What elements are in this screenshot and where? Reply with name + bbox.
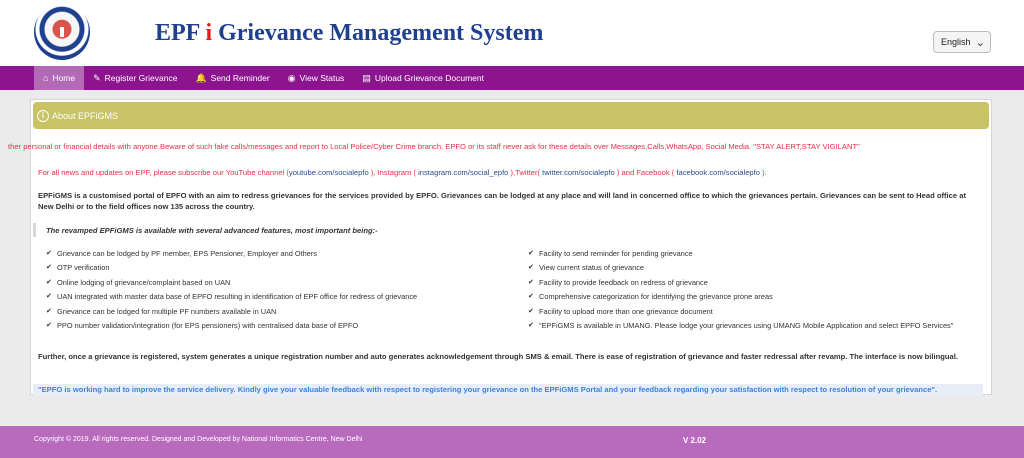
nav-home[interactable]: [34, 66, 84, 90]
list-item: ✔ Facility to upload more than one grievance document: [528, 305, 968, 319]
nav-register-label: Register Grievance: [104, 73, 178, 83]
list-item: ✔ "EPFiGMS is available in UMANG. Please lodge your grievances using UMANG Mobile Application and select EPFO Services": [528, 321, 968, 331]
nav-register-grievance[interactable]: [84, 66, 186, 90]
info-icon: i: [37, 110, 49, 122]
title-part-2: Grievance Management System: [212, 20, 544, 46]
feedback-quote: "EPFO is working hard to improve the service delivery. Kindly give your valuable feedback with respect to registering your grievance on the EPFiGMS Portal and your feedback regarding your satisfaction with respect to resolution of your grievance".: [33, 384, 983, 396]
list-item: ✔ Grievance can be lodged for multiple PF numbers available in UAN: [46, 305, 417, 319]
facebook-link[interactable]: facebook.com/socialepfo: [676, 168, 760, 177]
language-select-value: English: [941, 37, 971, 47]
list-item: ✔ Facility to send reminder for pending grievance: [528, 247, 968, 261]
news-mid-2: ),Twitter(: [508, 168, 543, 177]
youtube-link[interactable]: youtube.com/socialepfo: [288, 168, 369, 177]
chevron-down-icon: ⌄: [975, 37, 985, 49]
features-list-left: [46, 247, 417, 333]
social-media-notice: [38, 168, 767, 179]
home-icon: ⌂: [43, 73, 49, 83]
nav-home-label: Home: [52, 73, 76, 83]
features-list-right: [528, 247, 968, 331]
instagram-link[interactable]: instagram.com/social_epfo: [418, 168, 509, 177]
list-item: ✔ View current status of grievance: [528, 261, 968, 275]
intro-paragraph: EPFiGMS is a customised portal of EPFO with an aim to redress grievances for the services provided by EPFO. Grievances can be lodged at any place and will land in concerned office to which the grievances pertain. Grievances can be sent to Head office at New Delhi or to the field offices now 135 across the country.: [38, 191, 966, 211]
title-accent: i: [205, 20, 213, 46]
news-prefix: For all news and updates on EPF, please subscribe our YouTube channel (: [38, 168, 289, 177]
nav-view-status[interactable]: [279, 66, 354, 90]
nav-status-label: View Status: [299, 73, 345, 83]
edit-icon: ✎: [93, 72, 101, 83]
title-part-1: EPF: [155, 20, 206, 46]
app-title: [155, 20, 543, 47]
list-item: ✔ Facility to provide feedback on redress of grievance: [528, 276, 968, 290]
about-heading: About EPFiGMS: [52, 110, 119, 121]
epfo-logo[interactable]: [34, 4, 90, 60]
news-mid-1: ), Instagram (: [368, 168, 419, 177]
document-icon: ▤: [362, 72, 371, 83]
footer: [0, 426, 1024, 458]
eye-icon: ◉: [287, 72, 296, 83]
news-suffix: ).: [759, 168, 767, 177]
list-item: ✔ PPO number validation/integration (for EPS pensioners) with centralised data base of EPFO: [46, 319, 417, 333]
list-item: ✔ Grievance can be lodged by PF member, EPS Pensioner, Employer and Others: [46, 247, 417, 261]
main-navbar: [0, 66, 1024, 90]
logo-mark-icon: [60, 27, 64, 37]
security-warning: ther personal or financial details with anyone.Beware of such fake calls/messages and report to Local Police/Cyber Crime branch. EPFO or its staff never ask for these details over Messages,Calls,WhatsApp, Social Media. "STAY ALERT,STAY VIGILANT": [8, 142, 860, 151]
list-item: ✔ UAN integrated with master data base of EPFO resulting in identification of EPF office for redress of grievance: [46, 290, 417, 304]
nav-upload-document[interactable]: [353, 66, 493, 90]
further-paragraph: Further, once a grievance is registered, system generates a unique registration number and auto generates acknowledgement through SMS & email. There is ease of registration of grievance and faster redressal after revamp. The interface is now bilingual.: [38, 352, 958, 361]
list-item: ✔ Comprehensive categorization for identifying the grievance prone areas: [528, 290, 968, 304]
list-item: ✔ OTP verification: [46, 261, 417, 275]
twitter-link[interactable]: twitter.com/socialepfo: [542, 168, 615, 177]
nav-upload-label: Upload Grievance Document: [374, 73, 484, 83]
language-select[interactable]: [933, 31, 991, 53]
list-item: ✔ Online lodging of grievance/complaint based on UAN: [46, 276, 417, 290]
nav-send-reminder[interactable]: [186, 66, 278, 90]
nav-reminder-label: Send Reminder: [210, 73, 270, 83]
features-heading: The revamped EPFiGMS is available with several advanced features, most important being:-: [33, 223, 378, 237]
footer-version: V 2.02: [683, 436, 707, 445]
about-panel-header: [33, 102, 989, 129]
bell-icon: 🔔: [195, 72, 207, 83]
header: [0, 0, 1024, 66]
news-mid-3: ) and Facebook (: [614, 168, 677, 177]
footer-copyright: Copyright © 2019. All rights reserved. Designed and Developed by National Informatics Centre, New Delhi: [34, 436, 363, 443]
